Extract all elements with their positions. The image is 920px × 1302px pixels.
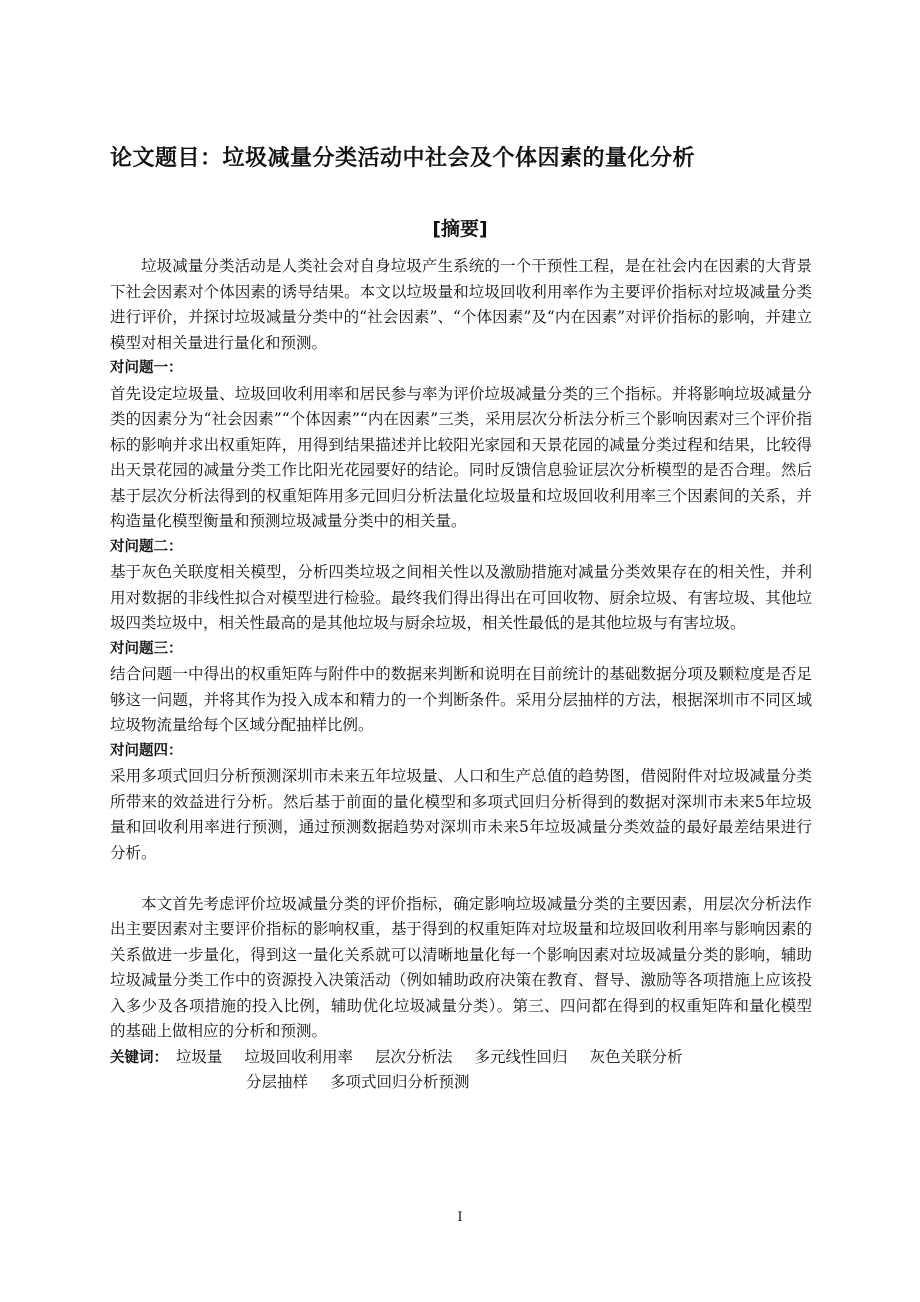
page-number: I [457,1210,463,1225]
keyword: 多项式回归分析预测 [330,1073,470,1091]
problem-4-text: 采用多项式回归分析预测深圳市未来五年垃圾量、人口和生产总值的趋势图，借阅附件对垃圾减量分类所带来的效益进行分析。然后基于前面的量化模型和多项式回归分析得到的数据对深圳市未来5年垃圾量和回收利用率进行预测，通过预测数据趋势对深圳市未来5年垃圾减量分类效益的最好最差结果进行分析。 [110,767,812,862]
problem-4-heading: 对问题四： [110,742,183,759]
problem-2-text: 基于灰色关联度相关模型，分析四类垃圾之间相关性以及激励措施对减量分类效果存在的相关性，并利用对数据的非线性拟合对模型进行检验。最终我们得出得出在可回收物、厨余垃圾、有害垃圾、其他垃圾四类垃圾中，相关性最高的是其他垃圾与厨余垃圾，相关性最低的是其他垃圾与有害垃圾。 [110,563,812,632]
paper-title: 论文题目：垃圾减量分类活动中社会及个体因素的量化分析 [110,146,696,171]
keywords-list [168,1045,812,1096]
problem-3-heading: 对问题三： [110,640,183,657]
paragraph-gap [110,866,812,892]
keyword: 垃圾回收利用率 [244,1047,354,1066]
abstract-intro: 垃圾减量分类活动是人类社会对自身垃圾产生系统的一个干预性工程，是在社会内在因素的大背景下社会因素对个体因素的诱导结果。本文以垃圾量和垃圾回收利用率作为主要评价指标对垃圾减量分类进行评价，并探讨垃圾减量分类中的“社会因素”、“个体因素”及“内在因素”对评价指标的影响，并建立模型对相关量进行量化和预测。 [110,257,812,352]
abstract-heading: [摘要] [432,218,488,240]
problem-1-text: 首先设定垃圾量、垃圾回收利用率和居民参与率为评价垃圾减量分类的三个指标。并将影响垃圾减量分类的因素分为“社会因素”“个体因素”“内在因素”三类，采用层次分析法分析三个影响因素对三个评价指标的影响并求出权重矩阵，用得到结果描述并比较阳光家园和天景花园的减量分类过程和结果，比较得出天景花园的减量分类工作比阳光花园要好的结论。同时反馈信息验证层次分析模型的是否合理。然后基于层次分析法得到的权重矩阵用多元回归分析法量化垃圾量和垃圾回收利用率三个因素间的关系，并构造量化模型衡量和预测垃圾减量分类中的相关量。 [110,384,812,530]
abstract-summary: 本文首先考虑评价垃圾减量分类的评价指标，确定影响垃圾减量分类的主要因素，用层次分析法作出主要因素对主要评价指标的影响权重，基于得到的权重矩阵对垃圾量和垃圾回收利用率与影响因素的关系做进一步量化，得到这一量化关系就可以清晰地量化每一个影响因素对垃圾减量分类的影响，辅助垃圾减量分类工作中的资源投入决策活动（例如辅助政府决策在教育、督导、激励等各项措施上应该投入多少及各项措施的投入比例，辅助优化垃圾减量分类）。第三、四问都在得到的权重矩阵和量化模型的基础上做相应的分析和预测。 [110,894,812,1040]
keyword: 分层抽样 [246,1073,309,1091]
keyword: 多元线性回归 [474,1047,568,1066]
keywords-row [110,1045,812,1096]
problem-3-text: 结合问题一中得出的权重矩阵与附件中的数据来判断和说明在目前统计的基础数据分项及颗粒度是否足够这一问题，并将其作为投入成本和精力的一个判断条件。采用分层抽样的方法，根据深圳市不同区域垃圾物流量给每个区域分配抽样比例。 [110,665,812,734]
problem-1-heading: 对问题一： [110,360,183,376]
problem-2-heading: 对问题二： [110,538,183,555]
keyword: 灰色关联分析 [589,1047,683,1066]
keyword: 层次分析法 [375,1047,453,1066]
keyword: 垃圾量 [176,1047,223,1066]
keywords-label: 关键词： [110,1049,168,1066]
abstract-body [110,254,812,1096]
